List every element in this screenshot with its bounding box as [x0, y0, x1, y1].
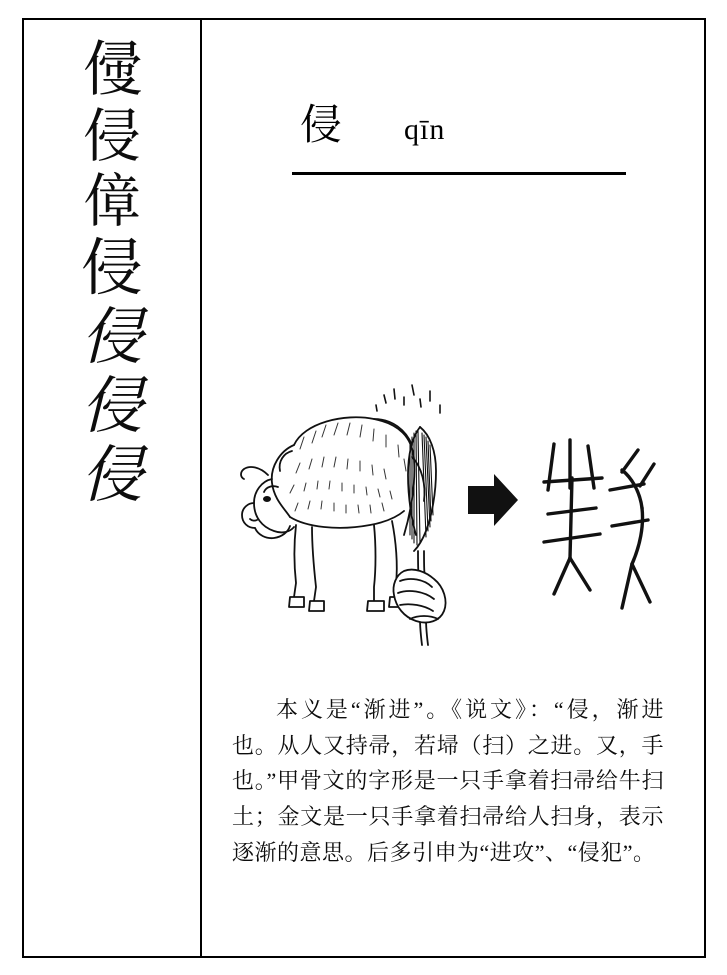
- page-title: 侵: [300, 103, 343, 149]
- explanation-paragraph: 本义是“渐进”。《说文》：“侵，渐进也。从人又持帚，若埽（扫）之进。又，手也。”甲骨文的字形是一只手拿着扫帚给牛扫土；金文是一只手拿着扫帚给人扫身，表示逐渐的意思。后多引申为“进攻”、“侵犯”。: [232, 697, 664, 865]
- illustration: [224, 375, 692, 665]
- glyph-cursive-script: 侵: [80, 442, 143, 511]
- oracle-bone-glyph-drawing: [514, 430, 674, 630]
- headword-row: [300, 105, 630, 147]
- left-column-inner-divider: [200, 18, 202, 958]
- pinyin-label: qīn: [404, 113, 446, 146]
- glyph-oracle-bone-script: 㑴: [83, 37, 141, 103]
- glyph-clerical-script: 侵: [80, 234, 143, 303]
- glyph-bronze-script: 侵: [82, 104, 141, 170]
- ox-drawing-icon: [234, 375, 464, 655]
- glyph-regular-script: 侵: [80, 303, 143, 372]
- title-divider: [292, 172, 626, 175]
- glyph-running-script: 侵: [80, 372, 143, 441]
- glyph-seal-script: 傽: [82, 169, 141, 235]
- entry-content: [204, 20, 704, 956]
- explanation-text: [232, 692, 664, 870]
- script-evolution-column: [24, 37, 200, 940]
